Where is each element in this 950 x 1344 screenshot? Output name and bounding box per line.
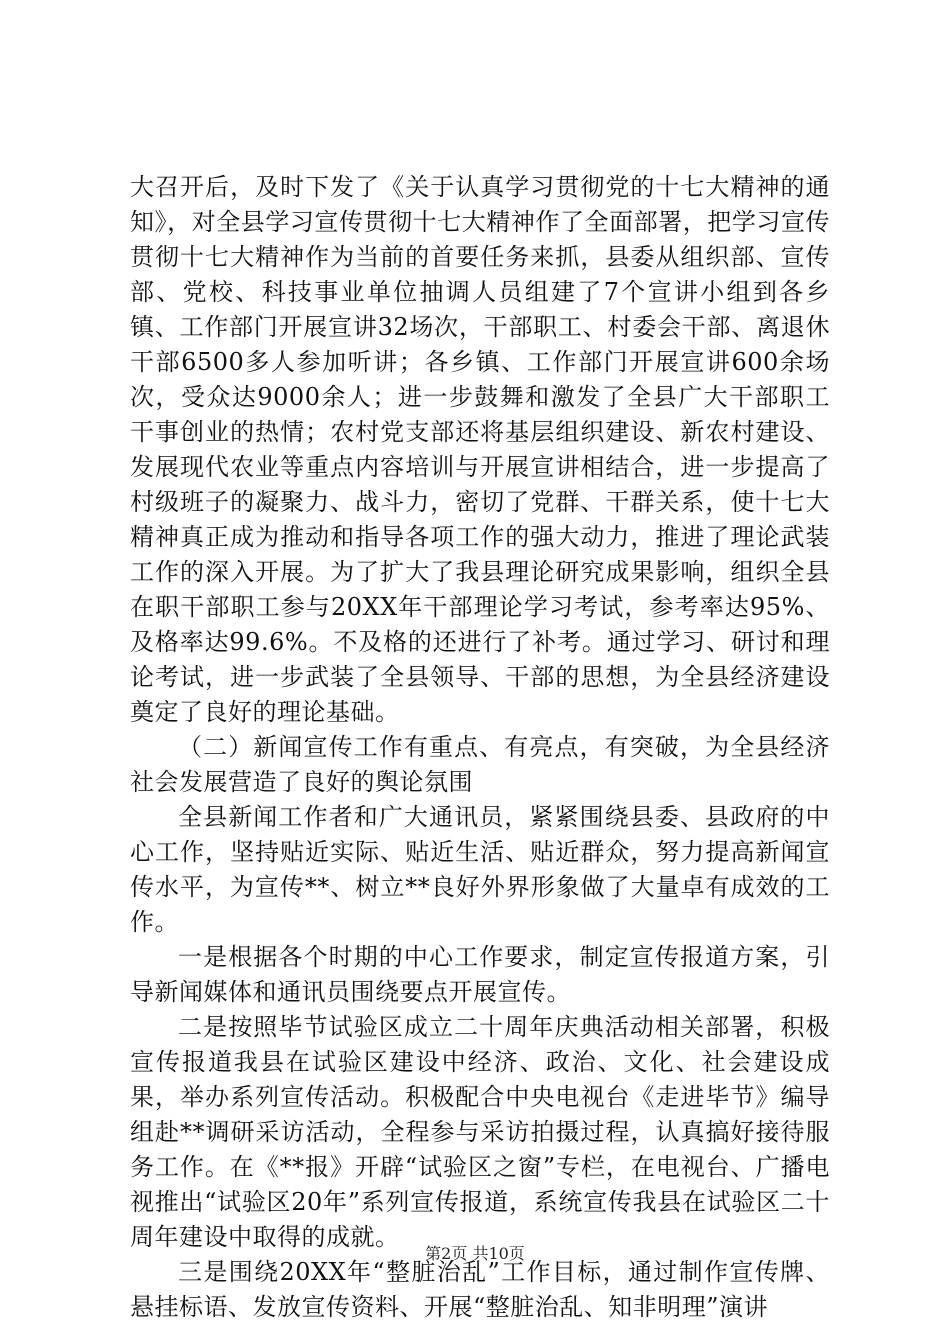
- paragraph: 三是围绕20XX年“整脏治乱”工作目标，通过制作宣传牌、悬挂标语、发放宣传资料、开展“整脏治乱、知非明理”演讲: [130, 1258, 830, 1321]
- paragraph: 一是根据各个时期的中心工作要求，制定宣传报道方案，引导新闻媒体和通讯员围绕要点开展宣传。: [130, 943, 830, 1006]
- section-heading: （二）新闻宣传工作有重点、有亮点，有突破，为全县经济社会发展营造了良好的舆论氛围: [130, 733, 830, 796]
- document-body: [130, 170, 830, 1325]
- paragraph-continuation: 大召开后，及时下发了《关于认真学习贯彻党的十七大精神的通知》，对全县学习宣传贯彻十七大精神作了全面部署，把学习宣传贯彻十七大精神作为当前的首要任务来抓，县委从组织部、宣传部、党校、科技事业单位抽调人员组建了7个宣讲小组到各乡镇、工作部门开展宣讲32场次，干部职工、村委会干部、离退休干部6500多人参加听讲；各乡镇、工作部门开展宣讲600余场次，受众达9000余人；进一步鼓舞和激发了全县广大干部职工干事创业的热情；农村党支部还将基层组织建设、新农村建设、发展现代农业等重点内容培训与开展宣讲相结合，进一步提高了村级班子的凝聚力、战斗力，密切了党群、干群关系，使十七大精神真正成为推动和指导各项工作的强大动力，推进了理论武装工作的深入开展。为了扩大了我县理论研究成果影响，组织全县在职干部职工参与20XX年干部理论学习考试，参考率达95%、及格率达99.6%。不及格的还进行了补考。通过学习、研讨和理论考试，进一步武装了全县领导、干部的思想，为全县经济建设奠定了良好的理论基础。: [130, 173, 830, 726]
- paragraph: 二是按照毕节试验区成立二十周年庆典活动相关部署，积极宣传报道我县在试验区建设中经济、政治、文化、社会建设成果，举办系列宣传活动。积极配合中央电视台《走进毕节》编导组赴**调研采访活动，全程参与采访拍摄过程，认真搞好接待服务工作。在《**报》开辟“试验区之窗”专栏，在电视台、广播电视推出“试验区20年”系列宣传报道，系统宣传我县在试验区二十周年建设中取得的成就。: [130, 1013, 830, 1251]
- page-number-footer: 第2页 共10页: [425, 1244, 525, 1263]
- paragraph: 全县新闻工作者和广大通讯员，紧紧围绕县委、县政府的中心工作，坚持贴近实际、贴近生活、贴近群众，努力提高新闻宣传水平，为宣传**、树立**良好外界形象做了大量卓有成效的工作。: [130, 803, 830, 936]
